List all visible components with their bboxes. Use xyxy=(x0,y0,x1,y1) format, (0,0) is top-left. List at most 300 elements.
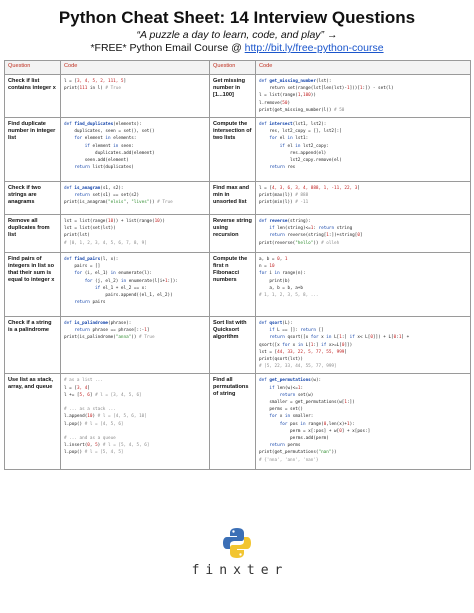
code-token: )) xyxy=(313,240,322,246)
code-token: is_palindrome xyxy=(74,321,108,327)
code-token: l.append( xyxy=(64,414,88,420)
table-row xyxy=(5,317,471,374)
code-token xyxy=(259,233,269,238)
code-token: (string): xyxy=(287,219,311,225)
question-cell: Find pairs of integers in list so that their sum is equal to integer x xyxy=(5,253,61,317)
code-token: l = list(range( xyxy=(259,93,298,99)
code-token: elements: xyxy=(110,136,137,142)
code-token: )) xyxy=(159,219,165,225)
code-token: L[ xyxy=(303,342,311,348)
code-token: ]]) xyxy=(344,342,353,348)
code-token: def xyxy=(259,122,270,128)
code-token: in xyxy=(287,136,293,142)
code-token: in xyxy=(110,271,116,277)
code-token: print(reverse( xyxy=(259,240,296,246)
page-subtitle: “A puzzle a day to learn, code, and play” → xyxy=(136,29,338,41)
code-token: 1 xyxy=(398,335,402,341)
code-token: seen: xyxy=(118,143,134,149)
code-token: ] xyxy=(344,349,347,355)
code-token: for xyxy=(269,136,278,142)
code-token: : xyxy=(396,335,399,341)
code-token: lst2_copy: xyxy=(300,143,329,149)
code-token: print(is_anagram( xyxy=(64,200,108,206)
table-body xyxy=(5,75,471,470)
code-cell xyxy=(61,215,210,253)
code-token: : xyxy=(313,226,319,232)
code-token xyxy=(259,386,269,391)
code-token: 1 xyxy=(297,385,301,391)
course-prefix: *FREE* Python Email Course @ xyxy=(90,42,245,54)
code-token: for xyxy=(310,335,319,341)
code-token: return xyxy=(74,328,90,334)
code-token xyxy=(64,300,74,305)
code-token: lst1: xyxy=(292,136,309,142)
code-token: 3, 4, 5, 2, 111, 5 xyxy=(76,79,124,84)
code-token xyxy=(259,328,269,333)
code-token: is_anagram xyxy=(74,186,101,192)
question-cell: Get missing number in [1...100] xyxy=(210,75,256,118)
code-token: reverse(string[ xyxy=(284,233,327,239)
code-token: )) xyxy=(331,450,337,456)
code-token: in xyxy=(105,136,111,142)
code-token: intersect xyxy=(269,122,293,128)
header xyxy=(0,0,474,55)
code-token: ] + x[pos:] xyxy=(341,428,371,434)
code-token: 1 xyxy=(359,86,363,92)
code-token: (L): xyxy=(282,321,293,327)
code-token: # ... and as a queue xyxy=(64,436,116,442)
code-token: for xyxy=(84,278,93,284)
code-token: : xyxy=(300,385,304,391)
code-token: if xyxy=(84,143,90,149)
code-token: range(n): xyxy=(279,271,306,277)
code-token: 10 xyxy=(107,219,114,225)
code-token: 0 xyxy=(339,428,342,434)
code-token: lst = [ xyxy=(259,349,278,355)
code-cell xyxy=(256,215,471,253)
code-token xyxy=(64,271,74,276)
code-token: # True xyxy=(105,86,121,92)
code-token: 0 xyxy=(341,342,345,348)
code-token: 50 xyxy=(282,100,288,106)
code-token: 1 xyxy=(339,335,342,341)
code-token: , xyxy=(89,443,96,449)
code-token xyxy=(259,165,269,170)
code-token: duplicates.add(element) xyxy=(64,150,155,156)
question-cell: Compute the intersection of two lists xyxy=(210,118,256,182)
code-token: if xyxy=(269,226,275,232)
code-token xyxy=(259,335,269,340)
code-token xyxy=(259,443,269,448)
code-token: 0 xyxy=(277,257,280,263)
code-token: len(w)<= xyxy=(274,385,298,391)
code-token: l = [ xyxy=(64,79,77,84)
code-token: element xyxy=(89,143,114,149)
code-token: ] xyxy=(87,385,90,391)
code-token: # True xyxy=(157,200,173,206)
code-token: qsort([x xyxy=(284,335,311,341)
code-token: in xyxy=(300,421,306,427)
code-token: 0 xyxy=(357,233,360,239)
column-header: Code xyxy=(61,61,210,75)
code-token: x< L[ xyxy=(354,335,371,341)
code-token: 44, 33, 22, 5, 77, 55, 999 xyxy=(277,349,345,355)
code-token: lst2_copy.remove(el) xyxy=(259,158,342,164)
code-cell xyxy=(256,317,471,374)
table-header-row xyxy=(5,61,471,75)
code-token: res.append(el) xyxy=(259,150,327,156)
question-cell: Find duplicate number in integer list xyxy=(5,118,61,182)
code-cell xyxy=(256,182,471,215)
code-token: list(duplicates) xyxy=(89,165,134,171)
code-token: 4, 3, 6, 3, 4, 888, 1, -11, 22, 3 xyxy=(271,186,358,192)
code-token: # True xyxy=(139,335,155,341)
course-link[interactable]: http://bit.ly/free-python-course xyxy=(244,42,384,54)
code-token: l.pop() xyxy=(64,450,85,456)
footer xyxy=(0,526,474,578)
code-token: l = [ xyxy=(259,186,272,192)
code-token xyxy=(64,165,74,170)
code-token: "hello" xyxy=(295,240,314,246)
code-token: (phrase): xyxy=(108,321,132,327)
code-token: for xyxy=(282,342,291,348)
code-token: perms = set() xyxy=(259,407,303,413)
code-token: find_pairs xyxy=(74,257,101,263)
code-token: in xyxy=(326,335,332,341)
code-token: def xyxy=(64,122,75,128)
code-token: pairs = [] xyxy=(64,264,101,270)
code-token: , xyxy=(279,257,285,263)
code-token xyxy=(64,279,85,284)
code-token: 100 xyxy=(303,93,311,99)
code-token: print(min(l)) xyxy=(259,200,296,206)
code-token: (l, x): xyxy=(100,257,119,263)
code-token: x xyxy=(277,414,285,420)
code-token: print(max(l)) xyxy=(259,193,296,199)
code-token: perms.add(perm) xyxy=(259,436,329,442)
code-token: return xyxy=(269,443,285,449)
code-token: ] xyxy=(146,328,150,334)
code-token: print( xyxy=(64,86,80,92)
code-token: ] xyxy=(89,392,96,398)
code-token: el xyxy=(277,136,288,142)
code-token: print(lst) xyxy=(64,233,90,239)
code-token: def xyxy=(259,321,270,327)
code-token: get_permutations xyxy=(269,378,311,384)
code-token: 10 xyxy=(87,414,93,420)
column-header: Question xyxy=(210,61,256,75)
code-token: # [0, 1, 2, 3, 4, 5, 6, 7, 8, 9] xyxy=(64,240,147,246)
code-cell xyxy=(256,75,471,118)
code-token: perm = x[:pos] + w[ xyxy=(259,428,340,434)
code-token: 10 xyxy=(154,219,160,225)
question-cell: Check if a string is a palindrome xyxy=(5,317,61,374)
question-cell: Remove all duplicates from list xyxy=(5,215,61,253)
code-token: print(get_permutations( xyxy=(259,450,319,456)
code-token: in xyxy=(274,271,280,277)
code-token: if xyxy=(269,328,275,334)
code-token: 1 xyxy=(144,328,147,334)
question-cell: Reverse string using recursion xyxy=(210,215,256,253)
code-token: for xyxy=(269,414,278,420)
code-token: print(qsort(lst)) xyxy=(259,357,303,363)
code-token xyxy=(259,144,280,149)
code-token: return xyxy=(279,392,296,398)
code-cell xyxy=(61,253,210,317)
code-token: res, lst2_copy = [], lst2[:] xyxy=(259,129,342,135)
code-token: 0 xyxy=(370,335,373,341)
code-token: len(string)<= xyxy=(274,226,311,232)
code-token: ] + xyxy=(401,335,410,341)
code-cell xyxy=(256,374,471,470)
code-token: if xyxy=(349,335,355,341)
code-token: l.insert( xyxy=(64,443,88,449)
code-token: enumerate(l[i+ xyxy=(126,278,165,284)
code-token: for xyxy=(259,271,267,277)
code-token: , xyxy=(300,93,303,99)
code-token: # 1, 1, 2, 3, 5, 8, ... xyxy=(259,293,319,299)
code-token: # -11 xyxy=(295,200,309,206)
code-token: 3, 4 xyxy=(76,385,88,391)
code-token: # {'nna', 'ann', 'nan'} xyxy=(259,457,319,463)
question-cell: Check if two strings are anagrams xyxy=(5,182,61,215)
code-token: ] xyxy=(123,79,127,84)
code-token: i xyxy=(266,271,275,277)
code-token: 1 xyxy=(347,421,350,427)
code-cell xyxy=(61,317,210,374)
code-token: pairs.append((el_1, el_2)) xyxy=(64,293,173,299)
code-token: in xyxy=(284,414,291,420)
code-token: ) xyxy=(97,443,103,449)
code-token: , xyxy=(126,200,132,206)
code-token: smaller = get_permutations(w[ xyxy=(259,400,345,406)
questions-table xyxy=(4,60,471,470)
code-token: return xyxy=(300,328,316,334)
code-token: return xyxy=(269,233,285,239)
table-row xyxy=(5,75,471,118)
code-token: )) xyxy=(310,93,316,99)
code-cell xyxy=(61,374,210,470)
code-token: "elvis" xyxy=(107,200,127,206)
code-cell xyxy=(61,75,210,118)
table-row xyxy=(5,374,471,470)
code-token: (s1, s2): xyxy=(100,186,124,192)
code-token: res xyxy=(284,165,296,171)
code-token: ,len(x)+ xyxy=(326,421,347,427)
code-token: print(get_missing_number(l)) xyxy=(259,107,335,113)
code-token: lst = list(range( xyxy=(64,219,108,225)
code-token: x xyxy=(318,335,327,341)
code-token: (lst1, lst2): xyxy=(292,122,327,128)
code-token xyxy=(259,422,280,427)
code-token: print(b) xyxy=(259,278,291,284)
code-token: # as a list ... xyxy=(64,378,103,384)
code-token: "anna" xyxy=(115,335,132,341)
code-token: l.remove( xyxy=(259,100,283,106)
code-token: # olleh xyxy=(321,240,340,246)
code-token: (elements): xyxy=(113,122,142,128)
table-row xyxy=(5,253,471,317)
code-token: 10 xyxy=(269,264,275,270)
code-token: 1 xyxy=(344,400,347,406)
code-token: in l) xyxy=(87,86,106,92)
code-token: :]) xyxy=(346,400,355,406)
code-token: ] xyxy=(357,186,360,192)
code-token: # 888 xyxy=(295,193,309,199)
code-token: seen.add(element) xyxy=(64,158,129,164)
code-token: ): xyxy=(349,421,355,427)
code-token: pairs xyxy=(89,300,106,306)
code-token: 111 xyxy=(79,86,88,92)
code-token: return xyxy=(74,165,90,171)
code-token: n = xyxy=(259,264,270,270)
code-token: # [5, 22, 33, 44, 55, 77, 999] xyxy=(259,364,337,370)
code-token: L[ xyxy=(331,335,340,341)
question-cell: Find max and min in unsorted list xyxy=(210,182,256,215)
code-token: range( xyxy=(305,421,324,427)
code-cell xyxy=(256,118,471,182)
code-token: (j, el_2) xyxy=(92,278,121,284)
code-token xyxy=(64,136,74,141)
column-header: Question xyxy=(5,61,61,75)
code-token: perms xyxy=(284,443,301,449)
code-token: a, b = b, a+b xyxy=(259,285,303,291)
code-token: 5, 6 xyxy=(79,392,90,398)
code-token: return set(range(lst[len(lst)- xyxy=(259,86,347,92)
code-token: for xyxy=(74,136,83,142)
code-cell xyxy=(256,253,471,317)
code-token: 0 xyxy=(87,443,90,449)
code-token: for xyxy=(279,421,288,427)
question-cell: Sort list with Quicksort algorithm xyxy=(210,317,256,374)
code-token: def xyxy=(64,186,75,192)
code-token: 1 xyxy=(310,342,314,348)
code-token: 1 xyxy=(346,86,350,92)
code-token: set(s1) == set(s2) xyxy=(89,193,140,199)
code-token: L == []: xyxy=(274,328,301,334)
code-token: ] xyxy=(359,233,363,239)
code-token: )) + list(range( xyxy=(113,219,155,225)
code-token: (lst): xyxy=(315,79,332,84)
code-token: print(is_palindrome( xyxy=(64,335,116,341)
code-token: def xyxy=(64,257,75,263)
code-cell xyxy=(61,118,210,182)
python-logo-icon xyxy=(222,526,252,560)
code-token: l += [ xyxy=(64,392,80,398)
question-cell: Compute the first n Fibonacci numbers xyxy=(210,253,256,317)
code-token: return xyxy=(269,165,285,171)
code-token: )) xyxy=(149,200,158,206)
code-token: l = [ xyxy=(64,385,77,391)
code-token: # 50 xyxy=(334,107,345,113)
code-token xyxy=(64,193,74,198)
code-token: if xyxy=(321,342,327,348)
code-token: element xyxy=(82,136,106,142)
code-token: get_missing_number xyxy=(269,79,316,84)
code-token xyxy=(259,136,269,141)
code-token: # l = [4, 5, 6, 10] xyxy=(97,414,147,420)
code-token: ) xyxy=(92,414,98,420)
table-row xyxy=(5,215,471,253)
code-token xyxy=(259,393,280,398)
code-token: "lives" xyxy=(131,200,150,206)
code-token: def xyxy=(64,321,75,327)
code-token: find_duplicates xyxy=(74,122,114,128)
code-token: # l = [5, 4, 5, 6] xyxy=(102,443,150,449)
code-token: :] xyxy=(341,335,350,341)
code-token: return xyxy=(269,335,285,341)
code-token: :] xyxy=(313,342,322,348)
code-token: :]): xyxy=(167,278,178,284)
course-line xyxy=(0,42,474,55)
code-token xyxy=(64,328,74,333)
code-token: :]) - set(l) xyxy=(362,86,394,92)
code-token: in xyxy=(113,143,119,149)
code-token: pos xyxy=(287,421,301,427)
code-token: in xyxy=(297,342,304,348)
code-token: ) xyxy=(287,100,291,106)
code-token: if xyxy=(95,285,101,291)
question-cell: Find all permutations of string xyxy=(210,374,256,470)
code-token: a, b = xyxy=(259,257,278,263)
code-token: return xyxy=(74,193,90,199)
code-token: # l = [3, 4, 5, 6] xyxy=(95,392,142,398)
code-token: :])+string[ xyxy=(328,233,358,239)
question-cell: Use list as stack, array, and queue xyxy=(5,374,61,470)
code-token: 1 xyxy=(310,226,314,232)
code-token: set(w) xyxy=(295,392,314,398)
code-token: in xyxy=(295,143,301,149)
code-token: (i, el_1) xyxy=(82,271,111,277)
code-token: qsort([x xyxy=(259,342,283,348)
code-token: duplicates, seen = set(), set() xyxy=(64,129,155,135)
code-token: enumerate(l): xyxy=(115,271,152,277)
code-token: el_1 + el_2 == x: xyxy=(100,285,147,291)
code-token: def xyxy=(259,79,270,84)
code-token: if xyxy=(269,385,275,391)
code-token: for xyxy=(74,271,83,277)
brand-name: finxter xyxy=(191,563,289,578)
code-token: if xyxy=(279,143,285,149)
code-token: phrase == phrase[::- xyxy=(89,328,145,334)
code-token: 1 xyxy=(297,93,301,99)
code-token: reverse xyxy=(269,219,288,225)
code-token: "nan" xyxy=(318,450,332,456)
code-token xyxy=(64,144,85,149)
code-token: [] xyxy=(315,328,324,334)
code-token: 1 xyxy=(326,233,329,239)
page-title: Python Cheat Sheet: 14 Interview Questions xyxy=(58,8,416,27)
code-token xyxy=(259,226,269,231)
code-token: smaller: xyxy=(290,414,314,420)
table-row xyxy=(5,182,471,215)
code-token: x>=L[ xyxy=(326,342,342,348)
code-cell xyxy=(61,182,210,215)
code-token: l.pop() xyxy=(64,421,85,427)
code-token: return xyxy=(318,226,335,232)
question-cell: Check if list contains integer x xyxy=(5,75,61,118)
code-token: el xyxy=(284,143,296,149)
code-token: return xyxy=(74,300,90,306)
code-token: ]))[ xyxy=(349,86,360,92)
code-token: 1 xyxy=(164,278,168,284)
code-token: in xyxy=(120,278,127,284)
code-token: (w): xyxy=(310,378,322,384)
code-token: def xyxy=(259,219,270,225)
column-header: Code xyxy=(256,61,471,75)
code-token xyxy=(64,286,95,291)
code-token: 0 xyxy=(323,421,327,427)
